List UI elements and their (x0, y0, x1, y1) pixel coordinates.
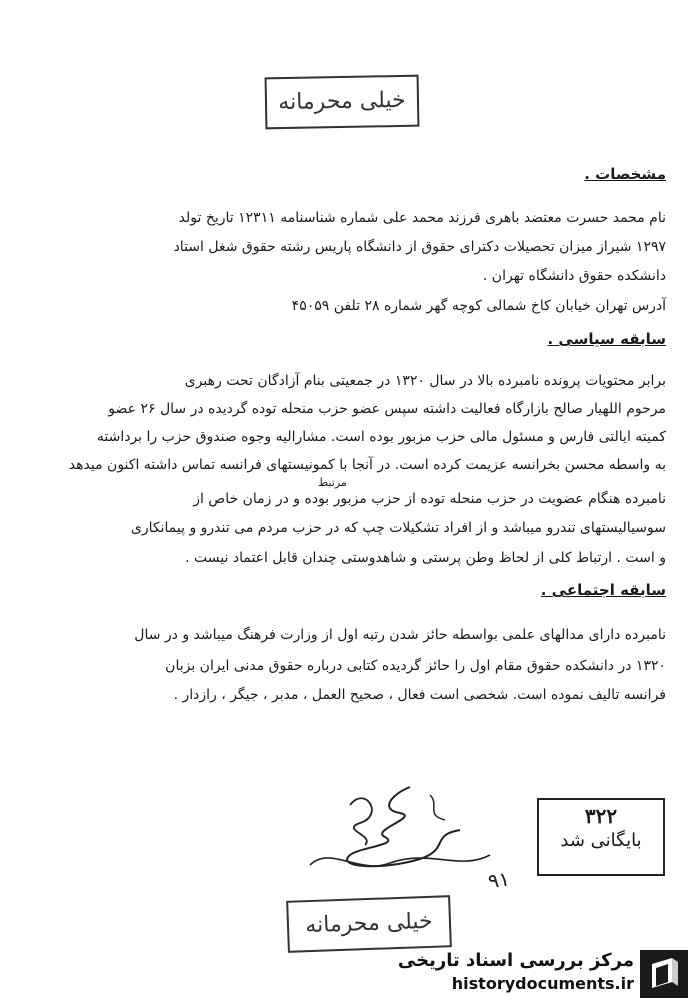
archive-logo-icon (638, 948, 690, 1000)
confidential-stamp-bottom: خیلی محرمانه (286, 895, 452, 953)
document-line-13: ۱۳۲۰ در دانشکده حقوق مقام اول را حائز گردیده کتابی درباره حقوق مدنی ایران بزبان (165, 658, 666, 674)
archive-number: ۳۲۲ (584, 804, 618, 828)
document-line-2: ۱۲۹۷ شیراز میزان تحصیلات دکترای حقوق از دانشگاه پاریس رشته حقوق شغل استاد (173, 239, 666, 255)
document-line-5: برابر محتویات پرونده نامبرده بالا در سال ۱۳۲۰ در جمعیتی بنام آزادگان تحت رهبری (184, 373, 666, 389)
confidential-stamp-top: خیلی محرمانه (265, 75, 420, 130)
document-line-4: آدرس تهران خیابان کاخ شمالی کوچه گهر شماره ۲۸ تلفن ۴۵۰۵۹ (291, 298, 666, 314)
watermark-url: historydocuments.ir (451, 974, 634, 993)
watermark (397, 946, 696, 1000)
archive-label: بایگانی شد (560, 830, 642, 851)
social-heading: سابقه اجتماعی . (540, 581, 666, 599)
document-line-1: نام محمد حسرت معتضد باهری فرزند محمد علی شماره شناسنامه ۱۲۳۱۱ تاریخ تولد (178, 210, 666, 226)
document-line-6: مرحوم اللهیار صالح بازارگاه فعالیت داشته سپس عضو حزب منحله توده گردیده در سال ۲۶ عضو (108, 401, 666, 417)
page-number: ۹۱ (486, 866, 512, 894)
document-line-8: به واسطه محسن بخرانسه عزیمت کرده است. در آنجا با کمونیستهای فرانسه تماس داشته اکنون میدهد (68, 457, 666, 473)
document-line-10: سوسیالیستهای تندرو میباشد و از افراد تشکیلات چپ که در حزب مردم می تندرو و پیمانکاری (130, 520, 666, 536)
document-line-9: نامبرده هنگام عضویت در حزب منحله توده از حزب مزبور بوده و در زمان خاص از (193, 491, 666, 507)
document-line-7: کمیته ایالتی فارس و مسئول مالی حزب مزبور بوده است. مشارالیه وجوه صندوق حزب را برداشته (96, 429, 666, 445)
inserted-handwritten-word: مرتبط (318, 476, 347, 489)
archived-stamp (537, 798, 665, 876)
handwritten-signature (290, 775, 520, 885)
document-line-3: دانشکده حقوق دانشگاه تهران . (482, 268, 666, 284)
document-line-12: نامبرده دارای مدالهای علمی بواسطه حائز شدن رتبه اول از وزارت فرهنگ میباشد و در سال (134, 627, 666, 643)
document-line-11: و است . ارتباط کلی از لحاظ وطن پرستی و شاهدوستی چندان قابل اعتماد نیست . (185, 550, 666, 566)
watermark-title: مرکز بررسی اسناد تاریخی (397, 950, 634, 971)
political-heading: سابقه سیاسی . (547, 330, 666, 348)
document-line-14: فرانسه تالیف نموده است. شخصی است فعال ، صحیح العمل ، مدبر ، جیگر ، رازدار . (173, 687, 666, 703)
profile-heading: مشخصات . (584, 165, 666, 183)
